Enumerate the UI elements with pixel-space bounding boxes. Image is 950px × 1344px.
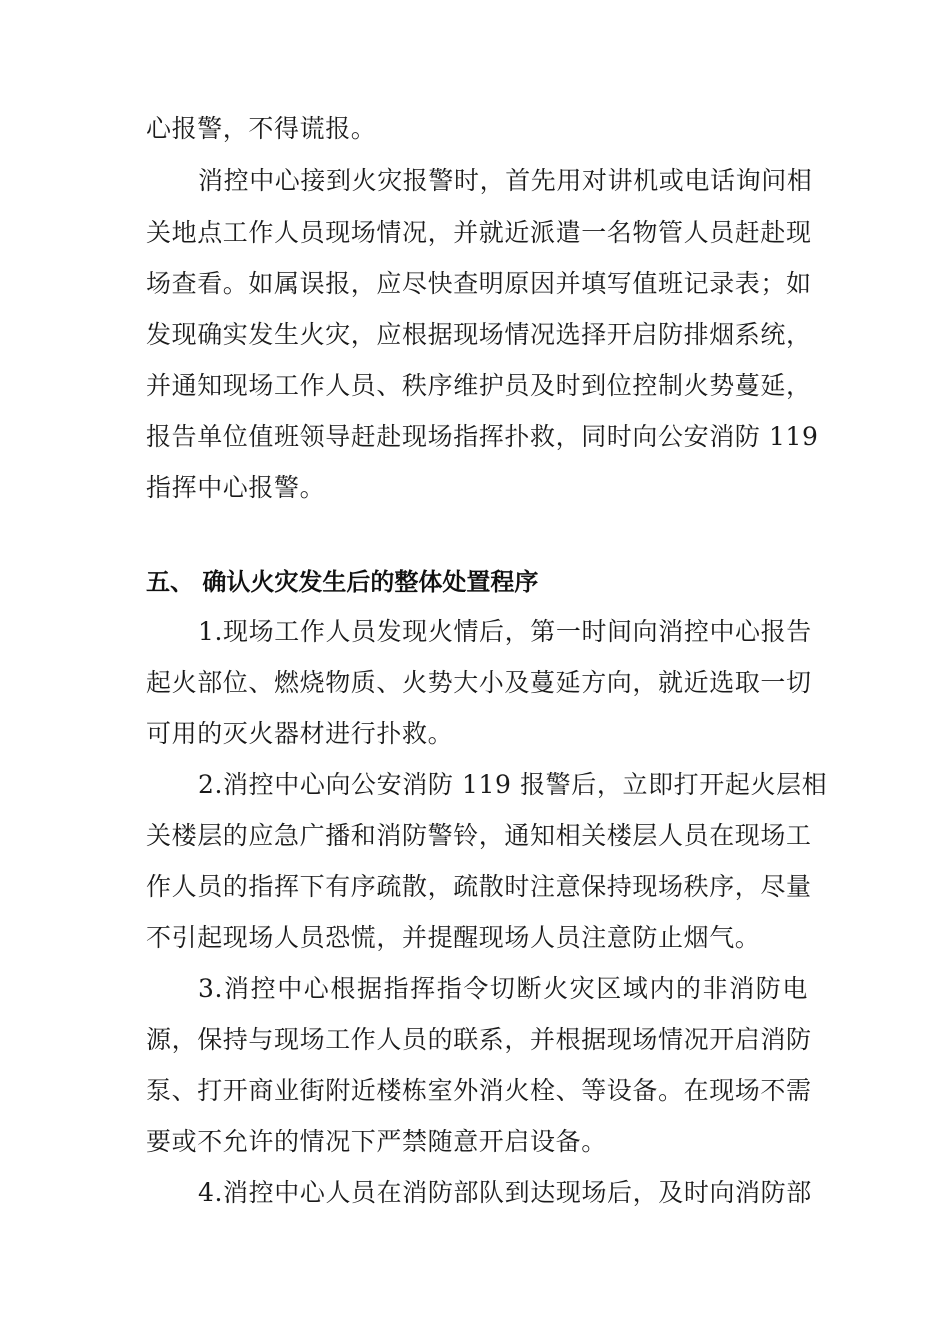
- paragraph-first-line: 消控中心接到火灾报警时，首先用对讲机或电话询问相: [198, 166, 813, 195]
- text-line: 指挥中心报警。: [146, 473, 326, 502]
- text-line: 报告单位值班领导赶赴现场指挥扑救，同时向公安消防 119: [146, 422, 819, 451]
- text-line: 场查看。如属误报，应尽快查明原因并填写值班记录表；如: [146, 269, 812, 298]
- list-item-first-line: 3.消控中心根据指挥指令切断火灾区域内的非消防电: [198, 974, 808, 1003]
- list-item-first-line: 1.现场工作人员发现火情后，第一时间向消控中心报告: [198, 617, 812, 646]
- text-line: 关楼层的应急广播和消防警铃，通知相关楼层人员在现场工: [146, 821, 812, 850]
- text-line: 要或不允许的情况下严禁随意开启设备。: [146, 1127, 607, 1156]
- text-line: 作人员的指挥下有序疏散，疏散时注意保持现场秩序，尽量: [146, 872, 812, 901]
- text-line: 心报警，不得谎报。: [146, 114, 377, 143]
- text-line: 发现确实发生火灾，应根据现场情况选择开启防排烟系统，: [146, 320, 812, 349]
- text-line: 起火部位、燃烧物质、火势大小及蔓延方向，就近选取一切: [146, 668, 812, 697]
- section-heading: 五、 确认火灾发生后的整体处置程序: [146, 568, 539, 596]
- list-item-first-line: 4.消控中心人员在消防部队到达现场后，及时向消防部: [198, 1178, 812, 1207]
- text-line: 可用的灭火器材进行扑救。: [146, 719, 454, 748]
- list-item-first-line: 2.消控中心向公安消防 119 报警后，立即打开起火层相: [198, 770, 828, 799]
- text-line: 源，保持与现场工作人员的联系，并根据现场情况开启消防: [146, 1025, 812, 1054]
- text-line: 并通知现场工作人员、秩序维护员及时到位控制火势蔓延，: [146, 371, 812, 400]
- text-line: 不引起现场人员恐慌，并提醒现场人员注意防止烟气。: [146, 923, 761, 952]
- text-line: 关地点工作人员现场情况，并就近派遣一名物管人员赶赴现: [146, 218, 812, 247]
- text-line: 泵、打开商业街附近楼栋室外消火栓、等设备。在现场不需: [146, 1076, 812, 1105]
